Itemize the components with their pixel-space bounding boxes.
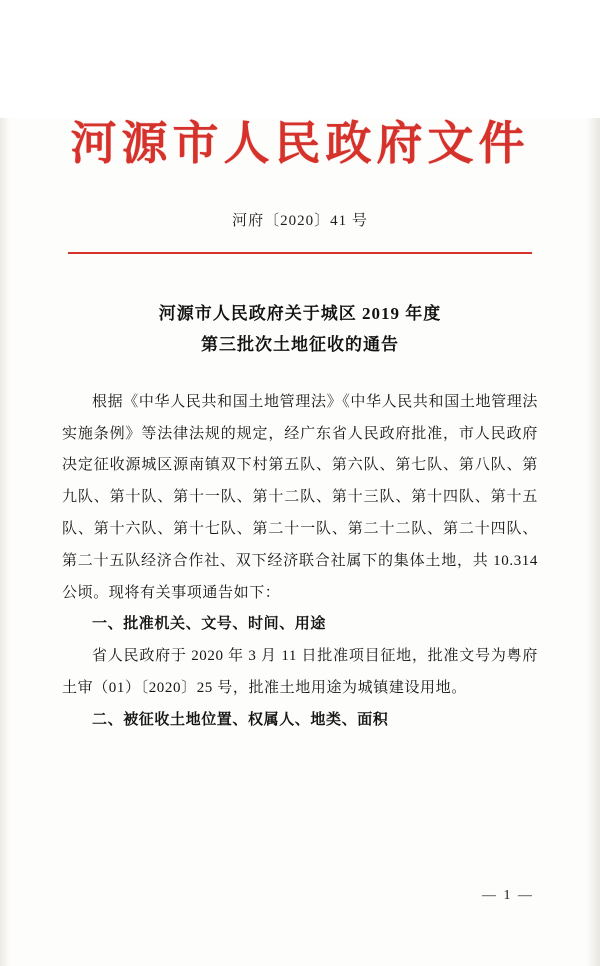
body-paragraph-1: 根据《中华人民共和国土地管理法》《中华人民共和国土地管理法实施条例》等法律法规的规定，经广东省人民政府批准，市人民政府决定征收源城区源南镇双下村第五队、第六队、第七队、第八队、第九队、第十队、第十一队、第十二队、第十三队、第十四队、第十五队、第十六队、第十七队、第二十一队、第二十二队、第二十四队、第二十五队经济合作社、双下经济联合社属下的集体土地，共 10.314 公顷。现将有关事项通告如下： — [62, 393, 538, 601]
body-paragraph-2: 省人民政府于 2020 年 3 月 11 日批准项目征地，批准文号为粤府土审（01）〔2020〕25 号，批准土地用途为城镇建设用地。 — [62, 648, 538, 696]
page-number: — 1 — — [482, 888, 534, 903]
document-page — [0, 118, 600, 966]
page-content — [0, 118, 600, 737]
document-body — [62, 387, 538, 737]
document-masthead: 河源市人民政府文件 — [70, 118, 530, 169]
document-number: 河府〔2020〕41 号 — [232, 212, 368, 229]
document-title-line-1: 河源市人民政府关于城区 2019 年度 — [158, 303, 442, 323]
document-title — [62, 298, 538, 361]
body-heading-1: 一、批准机关、文号、时间、用途 — [92, 616, 327, 633]
body-heading-2: 二、被征收土地位置、权属人、地类、面积 — [92, 711, 389, 728]
red-divider-rule — [68, 252, 532, 254]
document-title-line-2: 第三批次土地征收的通告 — [201, 335, 399, 355]
